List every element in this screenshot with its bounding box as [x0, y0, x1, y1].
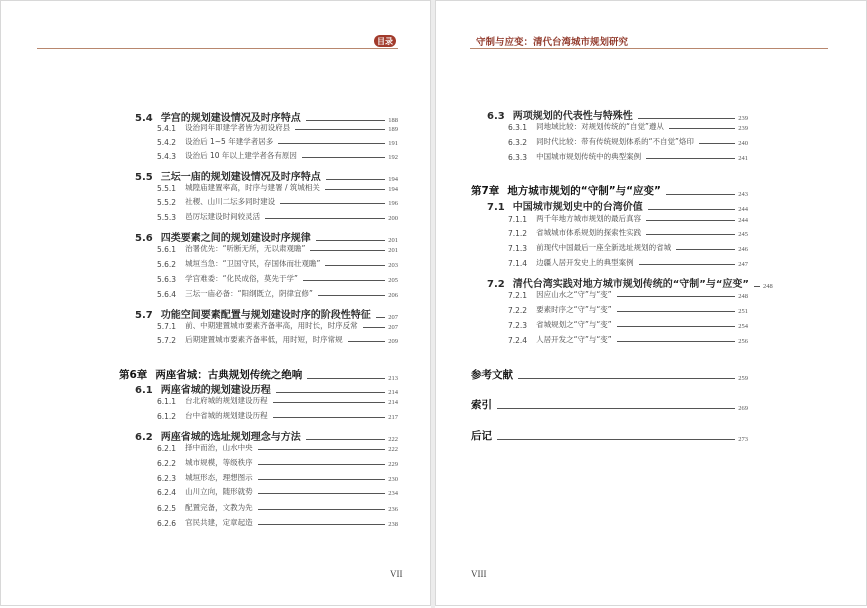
- toc-entry-number: 7.1.2: [508, 229, 528, 238]
- toc-subsection-entry[interactable]: [157, 442, 398, 453]
- toc-entry-number: 6.2.2: [157, 459, 177, 468]
- toc-leader-line: [265, 218, 385, 219]
- toc-leader-line: [646, 234, 735, 235]
- toc-section-entry[interactable]: [487, 107, 748, 122]
- toc-leader-line: [258, 479, 386, 480]
- right-page: [435, 0, 867, 606]
- toc-entry-title: 人居开发之“守”与“变”: [536, 335, 612, 344]
- running-title: 守制与应变：清代台湾城市规划研究: [476, 37, 629, 48]
- toc-leader-line: [258, 493, 386, 494]
- toc-page-number: 244: [738, 206, 748, 213]
- toc-entry-title: 省城城市体系规划的探索性实践: [536, 228, 642, 237]
- toc-entry-title: 山川立向，随形就势: [185, 487, 253, 496]
- toc-entry-number: 5.6.3: [157, 275, 177, 284]
- toc-leader-line: [676, 249, 735, 250]
- toc-leader-line: [325, 265, 385, 266]
- toc-subsection-entry[interactable]: [508, 242, 748, 253]
- toc-entry-title: 四类要素之间的规划建设时序规律: [160, 233, 311, 244]
- toc-page-number: 240: [738, 140, 748, 147]
- toc-subsection-entry[interactable]: [508, 289, 748, 300]
- toc-entry-number: 5.7.1: [157, 322, 177, 331]
- toc-entry-title: 参考文献: [471, 369, 513, 381]
- toc-page-number: 236: [388, 506, 398, 513]
- toc-leader-line: [318, 295, 385, 296]
- toc-entry-title: 设治同年即建学者皆为初设府县: [185, 123, 291, 132]
- toc-entry-number: 5.6.1: [157, 245, 177, 254]
- toc-subsection-entry[interactable]: [157, 486, 398, 497]
- toc-subsection-entry[interactable]: [157, 243, 398, 254]
- toc-subsection-entry[interactable]: [508, 334, 748, 345]
- toc-entry-number: 5.7: [135, 310, 153, 321]
- toc-entry-number: 5.5.3: [157, 213, 177, 222]
- toc-entry-title: 索引: [471, 399, 492, 411]
- toc-entry-title: 中国城市规划传统中的典型案例: [536, 152, 642, 161]
- toc-entry-number: 7.1.1: [508, 215, 528, 224]
- toc-page-number: 256: [738, 338, 748, 345]
- toc-entry-number: 7.1: [487, 202, 505, 213]
- toc-chapter-entry[interactable]: [119, 367, 398, 382]
- toc-entry-number: 5.5.1: [157, 184, 177, 193]
- toc-entry-number: 5.6: [135, 233, 153, 244]
- toc-leader-line: [295, 129, 385, 130]
- toc-entry-title: 三坛一庙必备：“阳纲既立，阴律宜修”: [185, 289, 313, 298]
- toc-page-number: 230: [388, 476, 398, 483]
- toc-leader-line: [376, 317, 386, 318]
- toc-entry-number: 5.6.4: [157, 290, 177, 299]
- toc-subsection-entry[interactable]: [157, 472, 398, 483]
- toc-page-number: 239: [738, 115, 748, 122]
- toc-entry-number: 6.2.4: [157, 488, 177, 497]
- toc-leader-line: [648, 209, 736, 210]
- toc-subsection-entry[interactable]: [508, 319, 748, 330]
- toc-leader-line: [302, 157, 385, 158]
- toc-entry-title: 配置完备，文教为先: [185, 503, 253, 512]
- toc-entry-number: 7.2.3: [508, 321, 528, 330]
- toc-section-entry[interactable]: [135, 428, 398, 443]
- toc-page-number: 201: [388, 247, 398, 254]
- toc-section-entry[interactable]: [135, 381, 398, 396]
- toc-leader-line: [646, 220, 735, 221]
- toc-leader-line: [303, 280, 385, 281]
- toc-leader-line: [326, 179, 386, 180]
- toc-page-number: 192: [388, 154, 398, 161]
- toc-page-number: 207: [388, 324, 398, 331]
- toc-page-number: 213: [388, 375, 398, 382]
- toc-leader-line: [617, 341, 736, 342]
- toc-leader-line: [307, 378, 385, 379]
- toc-subsection-entry[interactable]: [157, 136, 398, 147]
- toc-page-number: 222: [388, 436, 398, 443]
- toc-entry-title: 同时代比较：带有传统规划体系的“不自觉”烙印: [536, 137, 694, 146]
- toc-leader-line: [617, 311, 736, 312]
- toc-backmatter-entry[interactable]: [471, 397, 748, 412]
- toc-entry-number: 6.1: [135, 385, 153, 396]
- toc-leader-line: [273, 402, 386, 403]
- toc-page-number: 194: [388, 186, 398, 193]
- toc-entry-title: 清代台湾实践对地方城市规划传统的“守制”与“应变”: [512, 279, 750, 290]
- toc-page-number: 246: [738, 246, 748, 253]
- toc-entry-title: 省城规划之“守”与“变”: [536, 320, 612, 329]
- toc-page-number: 194: [388, 176, 398, 183]
- toc-entry-title: 设治后 10 年以上建学者各有原因: [185, 151, 297, 160]
- toc-subsection-entry[interactable]: [508, 136, 748, 147]
- toc-entry-number: 5.4: [135, 113, 153, 124]
- toc-entry-title: 同地域比较：对规划传统的“自觉”遵从: [536, 122, 664, 131]
- toc-leader-line: [348, 341, 386, 342]
- toc-entry-number: 6.3.3: [508, 153, 528, 162]
- toc-tab-label: 目录: [374, 35, 396, 47]
- toc-page-number: 254: [738, 323, 748, 330]
- left-page: [0, 0, 431, 606]
- toc-subsection-entry[interactable]: [508, 151, 748, 162]
- toc-page-number: 238: [388, 521, 398, 528]
- toc-leader-line: [638, 118, 736, 119]
- toc-subsection-entry[interactable]: [508, 121, 748, 132]
- toc-leader-line: [258, 509, 386, 510]
- toc-entry-number: 6.2.1: [157, 444, 177, 453]
- toc-entry-number: 第6章: [119, 369, 148, 381]
- toc-leader-line: [310, 250, 385, 251]
- toc-entry-title: 两项规划的代表性与特殊性: [512, 111, 633, 122]
- toc-entry-number: 5.5.2: [157, 198, 177, 207]
- toc-page-number: 188: [388, 117, 398, 124]
- toc-leader-line: [306, 120, 386, 121]
- toc-leader-line: [669, 128, 735, 129]
- toc-subsection-entry[interactable]: [157, 150, 398, 161]
- toc-entry-number: 7.2.1: [508, 291, 528, 300]
- toc-entry-title: 社稷、山川二坛多同时建设: [185, 197, 276, 206]
- toc-leader-line: [699, 143, 735, 144]
- toc-entry-title: 邑厉坛建设时间较灵活: [185, 212, 261, 221]
- toc-leader-line: [617, 296, 736, 297]
- toc-entry-title: 前、中期建置城市要素齐备率高，用时长，时序反常: [185, 321, 358, 330]
- toc-subsection-entry[interactable]: [157, 334, 398, 345]
- toc-leader-line: [639, 264, 736, 265]
- toc-page-number: 201: [388, 237, 398, 244]
- toc-entry-number: 6.3: [487, 111, 505, 122]
- toc-page-number: 247: [738, 261, 748, 268]
- toc-entry-title: 城垣当急：“卫国守民，存国体而壮观瞻”: [185, 259, 321, 268]
- toc-entry-number: 5.4.1: [157, 124, 177, 133]
- toc-subsection-entry[interactable]: [157, 410, 398, 421]
- toc-page-number: 189: [388, 126, 398, 133]
- toc-leader-line: [518, 378, 735, 379]
- toc-page-number: 222: [388, 446, 398, 453]
- toc-backmatter-entry[interactable]: [471, 367, 748, 382]
- toc-entry-title: 学宫难委：“化民成俗，莫先于学”: [185, 274, 298, 283]
- toc-entry-title: 两座省城的规划建设历程: [160, 385, 271, 396]
- toc-entry-number: 5.7.2: [157, 336, 177, 345]
- toc-subsection-entry[interactable]: [157, 122, 398, 133]
- toc-entry-title: 地方城市规划的“守制”与“应变”: [507, 185, 661, 197]
- toc-subsection-entry[interactable]: [157, 182, 398, 193]
- toc-entry-number: 5.4.3: [157, 152, 177, 161]
- toc-subsection-entry[interactable]: [157, 288, 398, 299]
- toc-leader-line: [666, 194, 735, 195]
- toc-entry-number: 7.2: [487, 279, 505, 290]
- toc-page-number: 234: [388, 490, 398, 497]
- toc-entry-title: 边疆人居开发史上的典型案例: [536, 258, 634, 267]
- toc-entry-number: 6.2.6: [157, 519, 177, 528]
- toc-leader-line: [316, 240, 386, 241]
- toc-section-entry[interactable]: [135, 229, 398, 244]
- toc-leader-line: [276, 392, 386, 393]
- toc-list-left: [1, 1, 430, 605]
- toc-backmatter-entry[interactable]: [471, 428, 748, 443]
- toc-entry-number: 5.6.2: [157, 260, 177, 269]
- toc-leader-line: [754, 286, 760, 287]
- toc-page-number: 196: [388, 200, 398, 207]
- toc-entry-title: 后记: [471, 430, 492, 442]
- toc-entry-title: 台中省城的规划建设历程: [185, 411, 268, 420]
- toc-entry-title: 治署优先：“听断无所，无以肃观瞻”: [185, 244, 306, 253]
- toc-subsection-entry[interactable]: [508, 257, 748, 268]
- toc-leader-line: [278, 143, 385, 144]
- folio-right: VIII: [471, 569, 487, 579]
- toc-entry-number: 第7章: [471, 185, 500, 197]
- toc-subsection-entry[interactable]: [157, 273, 398, 284]
- toc-section-entry[interactable]: [135, 168, 398, 183]
- toc-subsection-entry[interactable]: [508, 304, 748, 315]
- toc-page-number: 200: [388, 215, 398, 222]
- toc-subsection-entry[interactable]: [157, 395, 398, 406]
- toc-subsection-entry[interactable]: [157, 320, 398, 331]
- toc-chapter-entry[interactable]: [471, 183, 748, 198]
- toc-entry-title: 学宫的规划建设情况及时序特点: [160, 113, 301, 124]
- toc-entry-title: 中国城市规划史中的台湾价值: [512, 202, 643, 213]
- toc-page-number: 217: [388, 414, 398, 421]
- toc-leader-line: [363, 327, 386, 328]
- toc-leader-line: [258, 449, 386, 450]
- toc-page-number: 244: [738, 217, 748, 224]
- toc-entry-number: 5.5: [135, 172, 153, 183]
- toc-subsection-entry[interactable]: [157, 502, 398, 513]
- toc-entry-title: 两座省城的选址规划理念与方法: [160, 432, 301, 443]
- toc-entry-title: 后期建置城市要素齐备率低，用时短，时序常规: [185, 335, 343, 344]
- toc-page-number: 203: [388, 262, 398, 269]
- toc-entry-number: 7.1.4: [508, 259, 528, 268]
- toc-page-number: 214: [388, 389, 398, 396]
- toc-page-number: 243: [738, 191, 748, 198]
- toc-entry-number: 6.2.5: [157, 504, 177, 513]
- toc-entry-number: 6.3.1: [508, 123, 528, 132]
- toc-entry-number: 6.3.2: [508, 138, 528, 147]
- toc-subsection-entry[interactable]: [157, 211, 398, 222]
- toc-entry-title: 三坛一庙的规划建设情况及时序特点: [160, 172, 321, 183]
- toc-entry-title: 台北府城的规划建设历程: [185, 396, 268, 405]
- toc-subsection-entry[interactable]: [157, 196, 398, 207]
- toc-page-number: 209: [388, 338, 398, 345]
- toc-subsection-entry[interactable]: [508, 227, 748, 238]
- toc-page-number: 251: [738, 308, 748, 315]
- toc-entry-number: 6.2: [135, 432, 153, 443]
- toc-entry-title: 择中而治，山水中央: [185, 443, 253, 452]
- toc-leader-line: [280, 203, 385, 204]
- toc-list-right: [436, 1, 866, 605]
- toc-page-number: 269: [738, 405, 748, 412]
- toc-leader-line: [497, 408, 735, 409]
- toc-entry-title: 要素时序之“守”与“变”: [536, 305, 612, 314]
- toc-entry-title: 城隍庙建置率高，时序与建署 / 筑城相关: [185, 183, 320, 192]
- toc-page-number: 207: [388, 314, 398, 321]
- folio-left: VII: [390, 569, 403, 579]
- toc-leader-line: [325, 189, 385, 190]
- toc-leader-line: [497, 439, 735, 440]
- toc-page-number: 191: [388, 140, 398, 147]
- toc-subsection-entry[interactable]: [157, 517, 398, 528]
- toc-leader-line: [617, 326, 736, 327]
- toc-page-number: 273: [738, 436, 748, 443]
- toc-entry-title: 城垣形态，理想图示: [185, 473, 253, 482]
- toc-entry-title: 城市规模，等级秩序: [185, 458, 253, 467]
- toc-section-entry[interactable]: [487, 198, 748, 213]
- toc-page-number: 214: [388, 399, 398, 406]
- toc-entry-title: 因应山水之“守”与“变”: [536, 290, 612, 299]
- toc-page-number: 229: [388, 461, 398, 468]
- toc-page-number: 248: [738, 293, 748, 300]
- toc-entry-title: 设治后 1~5 年建学者居多: [185, 137, 274, 146]
- toc-leader-line: [258, 464, 386, 465]
- toc-subsection-entry[interactable]: [508, 213, 748, 224]
- toc-entry-number: 7.2.4: [508, 336, 528, 345]
- toc-leader-line: [258, 524, 386, 525]
- toc-leader-line: [306, 439, 386, 440]
- toc-page-number: 239: [738, 125, 748, 132]
- toc-entry-number: 7.2.2: [508, 306, 528, 315]
- toc-page-number: 248: [763, 283, 773, 290]
- toc-entry-title: 前现代中国最后一座全新选址规划的省城: [536, 243, 672, 252]
- toc-entry-number: 6.2.3: [157, 474, 177, 483]
- toc-leader-line: [646, 158, 735, 159]
- toc-entry-number: 7.1.3: [508, 244, 528, 253]
- toc-page-number: 205: [388, 277, 398, 284]
- toc-subsection-entry[interactable]: [157, 457, 398, 468]
- toc-section-entry[interactable]: [487, 275, 773, 290]
- toc-entry-number: 5.4.2: [157, 138, 177, 147]
- toc-entry-title: 两座省城：古典规划传统之绝响: [155, 369, 303, 381]
- toc-section-entry[interactable]: [135, 306, 398, 321]
- toc-entry-title: 功能空间要素配置与规划建设时序的阶段性特征: [160, 310, 371, 321]
- toc-entry-title: 两千年地方城市规划的最后真容: [536, 214, 642, 223]
- toc-leader-line: [273, 417, 386, 418]
- toc-page-number: 241: [738, 155, 748, 162]
- toc-entry-title: 官民共建，定章起造: [185, 518, 253, 527]
- toc-subsection-entry[interactable]: [157, 258, 398, 269]
- toc-entry-number: 6.1.2: [157, 412, 177, 421]
- toc-entry-number: 6.1.1: [157, 397, 177, 406]
- toc-page-number: 206: [388, 292, 398, 299]
- toc-page-number: 259: [738, 375, 748, 382]
- toc-page-number: 245: [738, 231, 748, 238]
